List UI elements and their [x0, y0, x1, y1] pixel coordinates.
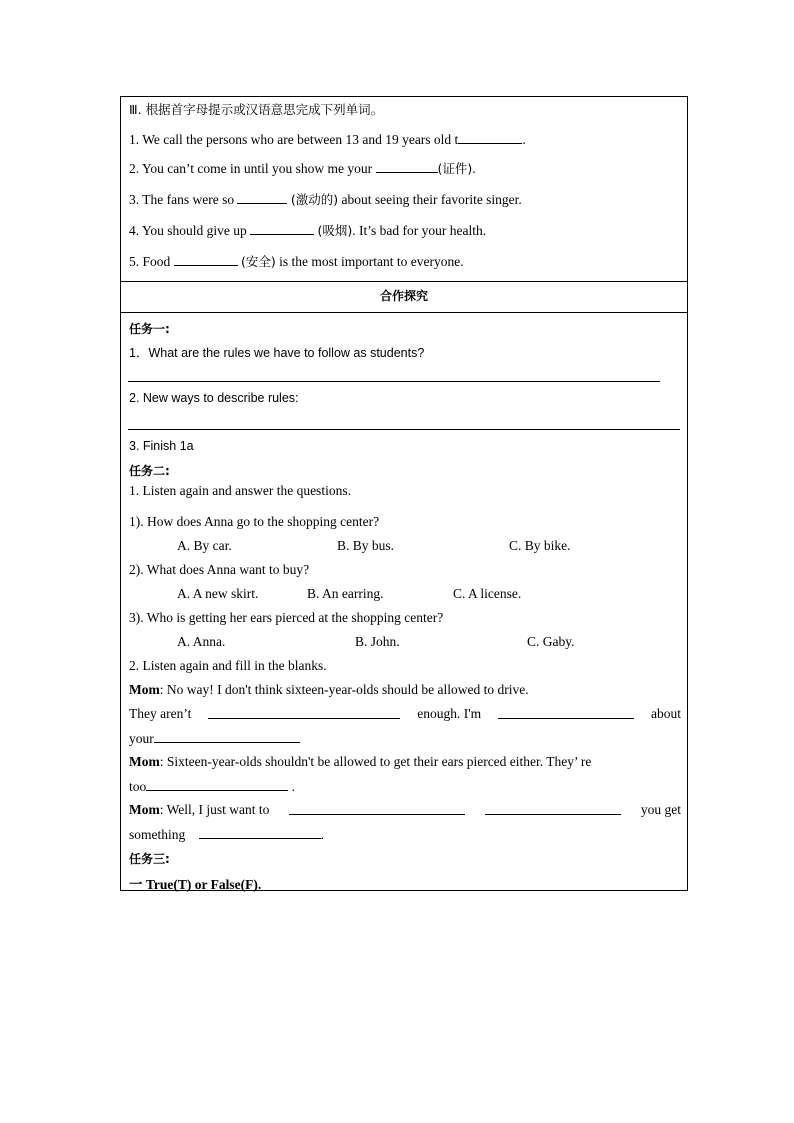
- option-c[interactable]: C. Gaby.: [527, 634, 575, 649]
- speaker-label: Mom: [129, 802, 160, 817]
- speaker-label: Mom: [129, 682, 160, 697]
- vocabulary-item-3: 3. The fans were so (激动的) about seeing their favorite singer.: [129, 192, 522, 207]
- answer-blank[interactable]: [289, 802, 465, 815]
- answer-blank[interactable]: [237, 191, 287, 204]
- answer-line[interactable]: [128, 381, 660, 382]
- question-2: 2). What does Anna want to buy?: [129, 562, 310, 577]
- answer-blank[interactable]: [199, 826, 321, 839]
- vocabulary-item-4: 4. You should give up (吸烟). It’s bad for your health.: [129, 223, 487, 238]
- option-b[interactable]: B. An earring.: [307, 586, 384, 601]
- option-c[interactable]: C. A license.: [453, 586, 522, 601]
- answer-blank[interactable]: [208, 706, 400, 719]
- vocabulary-section: [121, 97, 687, 282]
- section-title: 合作探究: [121, 281, 687, 313]
- option-b[interactable]: B. John.: [355, 634, 400, 649]
- task1-question-3: 3. Finish 1a: [129, 439, 194, 453]
- vocabulary-item-1: 1. We call the persons who are between 13 and 19 years old t .: [129, 132, 526, 147]
- vocabulary-heading: Ⅲ. 根据首字母提示或汉语意思完成下列单词。: [129, 102, 384, 117]
- option-a[interactable]: A. By car.: [177, 538, 232, 553]
- option-a[interactable]: A. A new skirt.: [177, 586, 259, 601]
- dialogue-line-4: Mom: Sixteen-year-olds shouldn't be allowed to get their ears pierced either. They’ re: [129, 754, 592, 769]
- dialogue-line-7: something .: [129, 827, 324, 842]
- option-b[interactable]: B. By bus.: [337, 538, 395, 553]
- task1-question-2: 2. New ways to describe rules:: [129, 391, 299, 405]
- question-1: 1). How does Anna go to the shopping center?: [129, 514, 380, 529]
- task2-instruction-2: 2. Listen again and fill in the blanks.: [129, 658, 327, 673]
- task3-label: 任务三:: [129, 852, 170, 866]
- dialogue-line-6: Mom: Well, I just want to you get: [129, 802, 681, 817]
- answer-blank[interactable]: [250, 222, 314, 235]
- answer-blank[interactable]: [154, 730, 300, 743]
- task2-instruction-1: 1. Listen again and answer the questions.: [129, 483, 351, 498]
- answer-blank[interactable]: [146, 778, 288, 791]
- option-c[interactable]: C. By bike.: [509, 538, 571, 553]
- answer-line[interactable]: [128, 429, 680, 430]
- task1-label: 任务一:: [129, 322, 170, 336]
- task3-item: 一 True(T) or False(F).: [129, 877, 262, 892]
- dialogue-line-2: They aren’t enough. I'm about: [129, 706, 681, 721]
- speaker-label: Mom: [129, 754, 160, 769]
- task1-question-1: 1．What are the rules we have to follow as students?: [129, 346, 425, 360]
- option-a[interactable]: A. Anna.: [177, 634, 226, 649]
- worksheet-table: [120, 96, 688, 891]
- dialogue-line-3: your: [129, 730, 300, 747]
- answer-blank[interactable]: [485, 802, 621, 815]
- answer-blank[interactable]: [174, 253, 238, 266]
- vocabulary-item-2: 2. You can’t come in until you show me your (证件).: [129, 161, 476, 176]
- question-3: 3). Who is getting her ears pierced at the shopping center?: [129, 610, 444, 625]
- task2-label: 任务二:: [129, 464, 170, 478]
- answer-blank[interactable]: [458, 131, 522, 144]
- vocabulary-item-5: 5. Food (安全) is the most important to everyone.: [129, 254, 464, 269]
- answer-blank[interactable]: [498, 706, 634, 719]
- dialogue-line-1: Mom: No way! I don't think sixteen-year-olds should be allowed to drive.: [129, 682, 529, 697]
- answer-blank[interactable]: [376, 160, 438, 173]
- dialogue-line-5: too .: [129, 779, 296, 794]
